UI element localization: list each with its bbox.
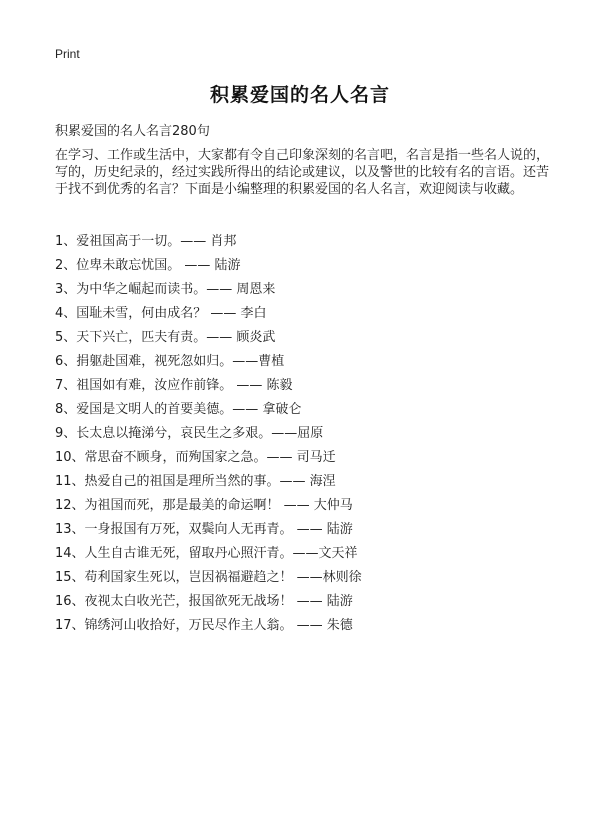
quote-item: 3、为中华之崛起而读书。—— 周恩来 [55,282,276,297]
quote-item: 12、为祖国而死，那是最美的命运啊！ —— 大仲马 [55,498,353,513]
intro-paragraph: 在学习、工作或生活中，大家都有令自己印象深刻的名言吧，名言是指一些名人说的，写的，历史纪录的，经过实践所得出的结论或建议，以及警世的比较有名的言语。还苦于找不到优秀的名言？下面是小编整理的积累爱国的名人名言，欢迎阅读与收藏。 [55,148,550,197]
quote-item: 16、夜视太白收光芒，报国欲死无战场！ —— 陆游 [55,594,353,609]
quote-item: 1、爱祖国高于一切。—— 肖邦 [55,234,237,249]
article-subtitle: 积累爱国的名人名言280句 [55,124,210,139]
quote-item: 15、苟利国家生死以，岂因祸福避趋之！ ——林则徐 [55,570,362,585]
quote-item: 5、天下兴亡，匹夫有责。—— 顾炎武 [55,330,276,345]
quote-item: 11、热爱自己的祖国是理所当然的事。—— 海涅 [55,474,336,489]
quote-item: 10、常思奋不顾身，而殉国家之急。—— 司马迁 [55,450,336,465]
quote-item: 4、国耻未雪，何由成名？ —— 李白 [55,306,267,321]
quote-item: 7、祖国如有难，汝应作前锋。 —— 陈毅 [55,378,293,393]
quote-item: 2、位卑未敢忘忧国。 —— 陆游 [55,258,241,273]
quote-item: 17、锦绣河山收拾好，万民尽作主人翁。 —— 朱德 [55,618,353,633]
quote-item: 13、一身报国有万死，双鬓向人无再青。 —— 陆游 [55,522,353,537]
page-title: 积累爱国的名人名言 [209,84,390,106]
quote-item: 6、捐躯赴国难，视死忽如归。——曹植 [55,354,285,369]
quote-item: 9、长太息以掩涕兮，哀民生之多艰。——屈原 [55,426,324,441]
quote-list [55,233,575,641]
quote-item: 14、人生自古谁无死，留取丹心照汗青。——文天祥 [55,546,358,561]
print-link[interactable]: Print [55,47,80,61]
quote-item: 8、爱国是文明人的首要美德。—— 拿破仑 [55,402,302,417]
